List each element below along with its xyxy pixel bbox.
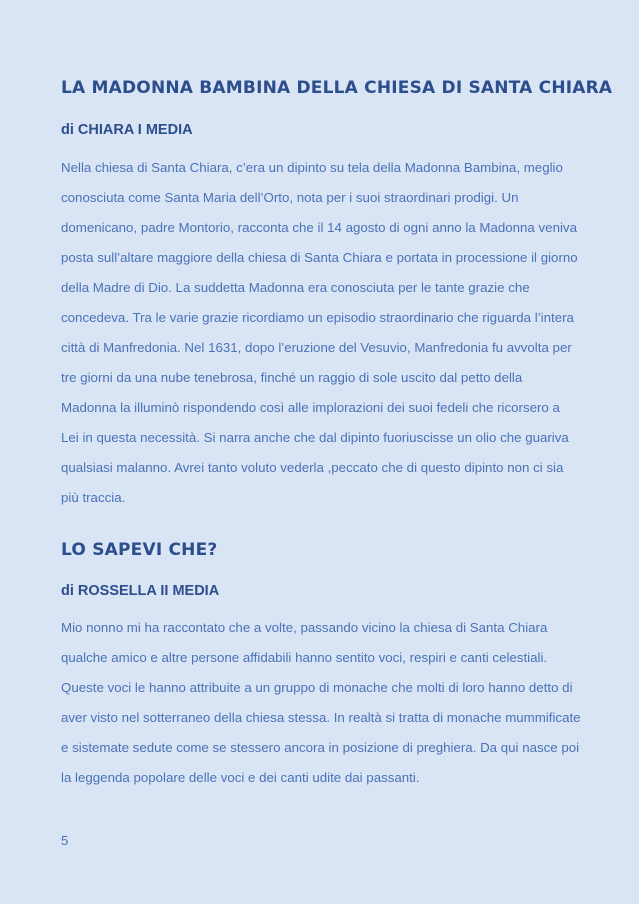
page-number: 5 bbox=[61, 833, 69, 848]
article-2-byline: di ROSSELLA II MEDIA bbox=[61, 583, 220, 599]
article-1-body: Nella chiesa di Santa Chiara, c’era un dipinto su tela della Madonna Bambina, meglio conosciuta come Santa Maria dell’Orto, nota per i suoi straordinari prodigi. Un domenicano, padre Montorio, racconta che il 14 agosto di ogni anno la Madonna veniva posta sull’altare maggiore della chiesa di Santa Chiara e portata in processione il giorno della Madre di Dio. La suddetta Madonna era conosciuta per le tante grazie che concedeva. Tra le varie grazie ricordiamo un episodio straordinario che riguarda l’intera città di Manfredonia. Nel 1631, dopo l’eruzione del Vesuvio, Manfredonia fu avvolta per tre giorni da una nube tenebrosa, finché un raggio di sole uscito dal petto della Madonna la illuminò rispondendo così alle implorazioni dei suoi fedeli che ricorsero a Lei in questa necessità. Si narra anche che dal dipinto fuoriuscisse un olio che guariva qualsiasi malanno. Avrei tanto voluto vederla ,peccato che di questo dipinto non ci sia più traccia. bbox=[61, 160, 578, 505]
article-2-body: Mio nonno mi ha raccontato che a volte, passando vicino la chiesa di Santa Chiara qualche amico e altre persone affidabili hanno sentito voci, respiri e canti celestiali. Queste voci le hanno attribuite a un gruppo di monache che molti di loro hanno detto di aver visto nel sotterraneo della chiesa stessa. In realtà si tratta di monache mummificate e sistemate sedute come se stessero ancora in posizione di preghiera. Da qui nasce poi la leggenda popolare delle voci e dei canti udite dai passanti. bbox=[61, 620, 581, 785]
article-2-title: LO SAPEVI CHE? bbox=[61, 540, 218, 560]
article-1-title: LA MADONNA BAMBINA DELLA CHIESA DI SANTA CHIARA bbox=[61, 78, 613, 98]
article-1-byline: di CHIARA I MEDIA bbox=[61, 122, 193, 138]
